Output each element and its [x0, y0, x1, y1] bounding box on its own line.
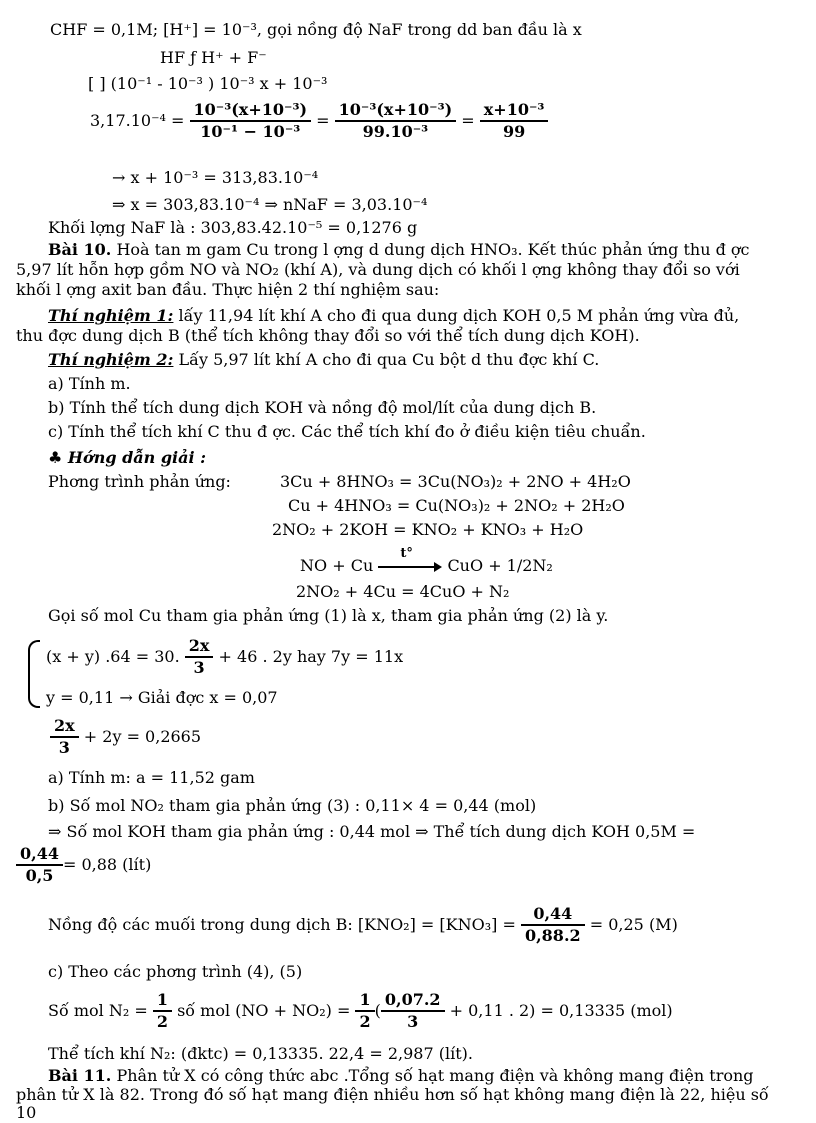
fraction-2: [335, 100, 457, 142]
reaction-4-condition: t°: [400, 545, 413, 561]
fraction-1-num: 10⁻³(x+10⁻³): [190, 100, 312, 122]
reaction-2: Cu + 4HNO₃ = Cu(NO₃)₂ + 2NO₂ + 2H₂O: [288, 496, 625, 515]
system-eq-1-lhs: (x + y) .64 = 30.: [46, 647, 180, 666]
answer-a: a) Tính m: a = 11,52 gam: [48, 768, 255, 787]
question-b: b) Tính thể tích dung dịch KOH và nồng độ mol/lít của dung dịch B.: [48, 398, 597, 417]
fraction-3-den: 99: [502, 122, 526, 141]
equation-sum-fraction-den: 3: [58, 738, 70, 757]
bai11-text: Phân tử X có công thức abc .Tổng số hạt mang điện và không mang điện trong: [111, 1066, 754, 1085]
concentration-lhs: Nồng độ các muối trong dung dịch B: [KNO₂] = [KNO₃] =: [48, 915, 516, 934]
concentration-result: = 0,25 (M): [589, 915, 678, 934]
experiment-1-line2: thu đợc dung dịch B (thể tích không thay đổi so với thể tích dung dịch KOH).: [16, 326, 640, 345]
solution-heading: ♣ Hớng dẫn giải :: [48, 448, 207, 467]
volume-fraction: [16, 844, 63, 886]
bai10-line3: khối l ợng axit ban đầu. Thực hiện 2 thí nghiệm sau:: [16, 280, 440, 299]
bai11-label: Bài 11.: [48, 1066, 112, 1085]
line-equilibrium: HF ƒ H⁺ + F⁻: [160, 48, 267, 67]
fraction-3-num: x+10⁻³: [480, 100, 549, 122]
experiment-1-text: lấy 11,94 lít khí A cho đi qua dung dịch KOH 0,5 M phản ứng vừa đủ,: [173, 306, 740, 325]
ka-lhs: 3,17.10⁻⁴ =: [90, 111, 185, 130]
volume-fraction-den: 0,5: [25, 866, 54, 885]
bai10-label: Bài 10.: [48, 240, 112, 259]
reaction-4: [300, 545, 553, 576]
concentration-fraction: [521, 904, 585, 946]
moles-lhs: Số mol N₂ =: [48, 1001, 148, 1020]
equation-sum-rhs: + 2y = 0,2665: [83, 727, 202, 746]
system-eq-1-fraction-num: 2x: [185, 636, 214, 658]
let-mol-cu: Gọi số mol Cu tham gia phản ứng (1) là x, tham gia phản ứng (2) là y.: [48, 606, 609, 625]
reaction-label: Phơng trình phản ứng:: [48, 472, 231, 491]
experiment-2: [48, 350, 599, 370]
equation-sum-fraction: [50, 716, 79, 758]
question-a: a) Tính m.: [48, 374, 131, 393]
experiment-1-label: Thí nghiệm 1:: [48, 306, 174, 325]
fraction-1: [190, 100, 312, 142]
line-x-plus: → x + 10⁻³ = 313,83.10⁻⁴: [112, 168, 319, 187]
moles-fraction: [381, 990, 445, 1032]
reaction-3: 2NO₂ + 2KOH = KNO₂ + KNO₃ + H₂O: [272, 520, 584, 539]
experiment-1: [48, 306, 739, 326]
half-fraction-1: [153, 990, 172, 1032]
fraction-2-num: 10⁻³(x+10⁻³): [335, 100, 457, 122]
system-eq-2: y = 0,11 → Giải đợc x = 0,07: [46, 688, 278, 707]
bai11-heading: [48, 1066, 754, 1086]
question-c: c) Tính thể tích khí C thu đ ợc. Các thể tích khí đo ở điều kiện tiêu chuẩn.: [48, 422, 646, 441]
system-eq-1-rhs: + 46 . 2y hay 7y = 11x: [218, 647, 404, 666]
experiment-2-label: Thí nghiệm 2:: [48, 350, 174, 369]
fraction-1-den: 10⁻¹ − 10⁻³: [200, 122, 301, 141]
system-eq-1-fraction-den: 3: [193, 658, 205, 677]
line-x-value: ⇒ x = 303,83.10⁻⁴ ⇒ nNaF = 3,03.10⁻⁴: [112, 195, 428, 214]
half-fraction-2-den: 2: [359, 1012, 371, 1031]
volume-fraction-num: 0,44: [16, 844, 63, 866]
concentration-fraction-den: 0,88.2: [524, 926, 581, 945]
half-fraction-1-den: 2: [156, 1012, 168, 1031]
answer-c-volume: Thể tích khí N₂: (đktc) = 0,13335. 22,4 = 2,987 (lít).: [48, 1044, 473, 1063]
system-eq-1-fraction: [185, 636, 214, 678]
equation-sum-fraction-num: 2x: [50, 716, 79, 738]
line-concentrations: [ ] (10⁻¹ - 10⁻³ ) 10⁻³ x + 10⁻³: [88, 74, 328, 93]
equation-ka: 3,17.10⁻⁴ = $\frac{\text{10⁻³(x+10⁻³)}}{\text{10⁻¹ − 10⁻³}}$ = $\frac{\text{10⁻³(x+10⁻³)}}{\text{99.10⁻³}}$ = $\frac{\text{x+10⁻³}}{99}$: [90, 100, 548, 142]
answer-c: c) Theo các phơng trình (4), (5): [48, 962, 303, 981]
half-fraction-1-num: 1: [153, 990, 172, 1012]
system-brace: [28, 640, 40, 708]
answer-b-concentration: [48, 904, 678, 946]
experiment-2-text: Lấy 5,97 lít khí A cho đi qua Cu bột d thu đợc khí C.: [173, 350, 600, 369]
bai11-line2: phân tử X là 82. Trong đó số hạt mang điện nhiều hơn số hạt không mang điện là 22, hiệu số: [16, 1085, 769, 1104]
bai10-heading: [48, 240, 750, 260]
answer-b: b) Số mol NO₂ tham gia phản ứng (3) : 0,11× 4 = 0,44 (mol): [48, 796, 537, 815]
line-chf: CHF = 0,1M; [H⁺] = 10⁻³, gọi nồng độ NaF trong dd ban đầu là x: [50, 20, 582, 39]
arrow-icon: [378, 545, 442, 574]
bai10-text: Hoà tan m gam Cu trong l ợng d dung dịch HNO₃. Kết thúc phản ứng thu đ ợc: [111, 240, 750, 259]
answer-b-volume: [16, 844, 151, 886]
moles-fraction-num: 0,07.2: [381, 990, 445, 1012]
bai11-line3: 10: [16, 1103, 37, 1122]
fraction-2-den: 99.10⁻³: [362, 122, 429, 141]
moles-fraction-den: 3: [407, 1012, 419, 1031]
fraction-3: [480, 100, 549, 142]
moles-mid: số mol (NO + NO₂) =: [177, 1001, 351, 1020]
moles-paren: (: [374, 1001, 381, 1020]
moles-result: + 0,11 . 2) = 0,13335 (mol): [449, 1001, 673, 1020]
bai10-line2: 5,97 lít hỗn hợp gồm NO và NO₂ (khí A), và dung dịch có khối l ợng không thay đổi so với: [16, 260, 740, 279]
line-mass-naf: Khối lợng NaF là : 303,83.42.10⁻⁵ = 0,1276 g: [48, 218, 418, 237]
half-fraction-2: [355, 990, 374, 1032]
reaction-4-right: CuO + 1/2N₂: [447, 556, 553, 575]
reaction-4-left: NO + Cu: [300, 556, 374, 575]
concentration-fraction-num: 0,44: [521, 904, 585, 926]
equation-sum: [50, 716, 201, 758]
reaction-1: 3Cu + 8HNO₃ = 3Cu(NO₃)₂ + 2NO + 4H₂O: [280, 472, 631, 491]
answer-b-koh: ⇒ Số mol KOH tham gia phản ứng : 0,44 mol ⇒ Thể tích dung dịch KOH 0,5M =: [48, 822, 696, 841]
system-eq-1: [46, 636, 403, 678]
answer-c-moles: [48, 990, 673, 1032]
volume-result: = 0,88 (lít): [62, 855, 152, 874]
reaction-5: 2NO₂ + 4Cu = 4CuO + N₂: [296, 582, 510, 601]
half-fraction-2-num: 1: [355, 990, 374, 1012]
